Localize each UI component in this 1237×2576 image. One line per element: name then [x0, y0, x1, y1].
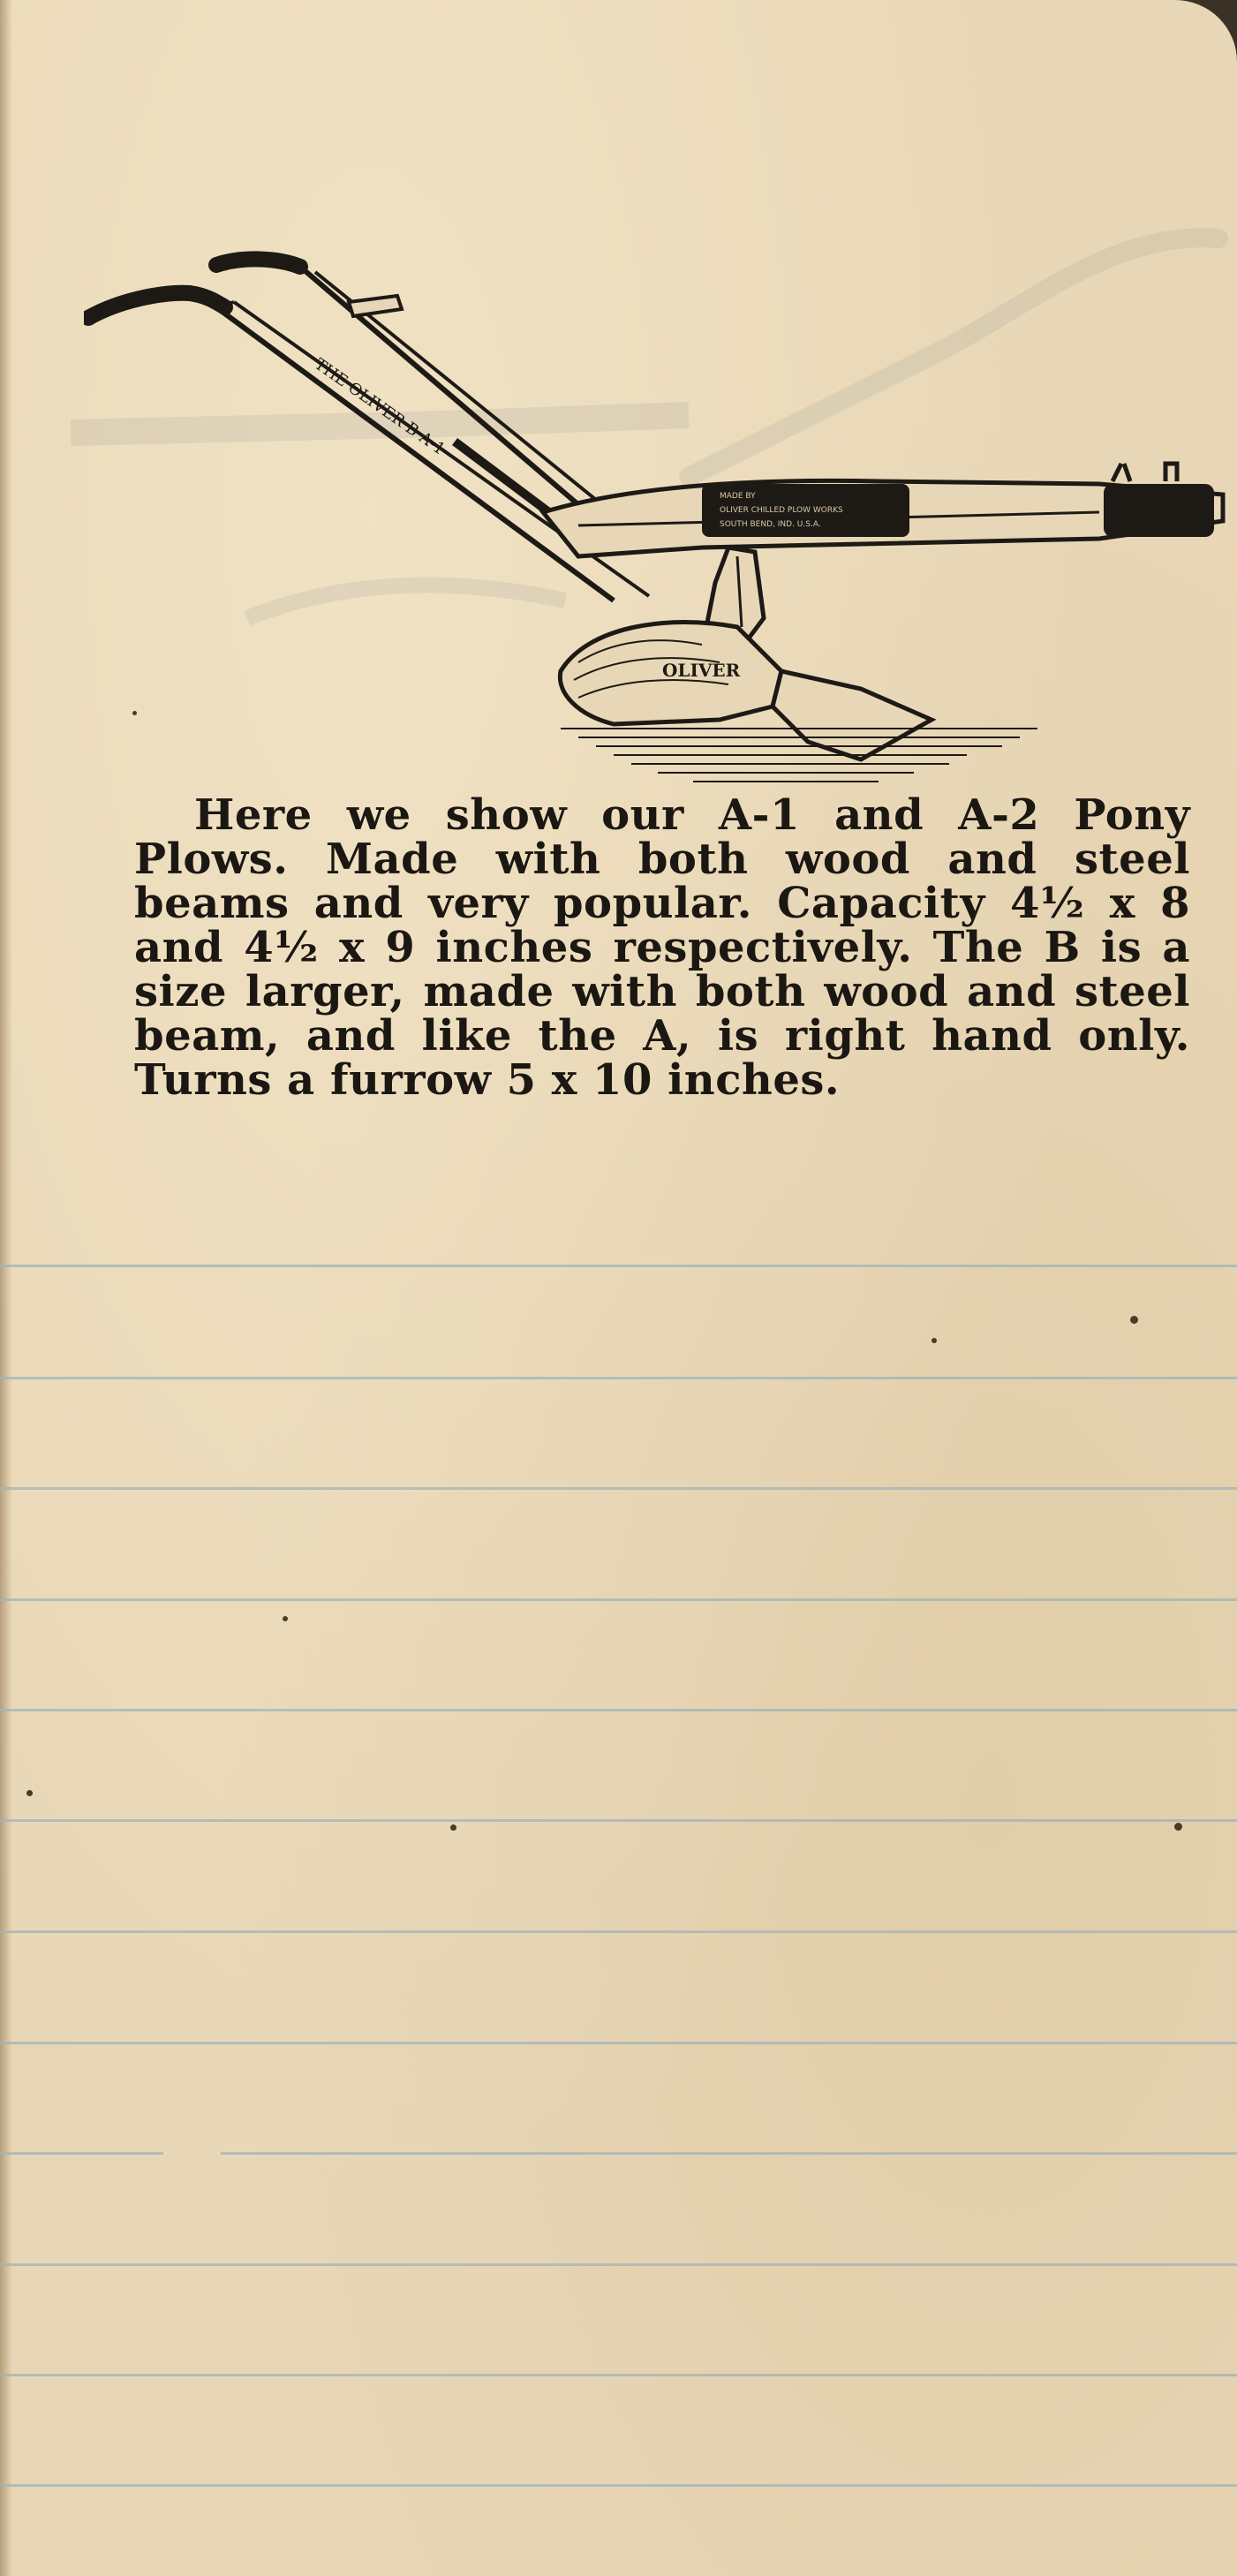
paper-speck [932, 1338, 937, 1343]
ruled-line [0, 1377, 1237, 1379]
ruled-line [0, 1265, 1237, 1267]
pony-plow-illustration [84, 247, 1227, 795]
paper-speck [1174, 1823, 1182, 1831]
ground-shading [561, 729, 1037, 782]
ruled-line [0, 2042, 1237, 2044]
ruled-line [221, 2152, 1237, 2155]
maker-plate-line-2: OLIVER CHILLED PLOW WORKS [720, 506, 843, 515]
page-binding-edge [0, 0, 12, 2576]
maker-plate-line-1: MADE BY [720, 492, 756, 501]
paper-speck [283, 1616, 288, 1621]
ruled-line [0, 1598, 1237, 1601]
ruled-line [0, 2484, 1237, 2487]
paper-speck [26, 1790, 33, 1796]
plow-description: Here we show our A-1 and A-2 Pony Plows. Made with both wood and steel beams and very popular. Capacity 4½ x 8 and 4½ x 9 inches respectively. The B is a size larger, made with both wood and steel beam, and like the A, is right hand only. Turns a furrow 5 x 10 inches. [134, 790, 1190, 1105]
paper-speck [132, 711, 137, 715]
ruled-line [0, 1709, 1237, 1711]
ruled-line [0, 1487, 1237, 1490]
ruled-line [0, 1930, 1237, 1933]
paper-speck [1130, 1316, 1138, 1324]
plow-beam [543, 464, 1223, 556]
ruled-line [0, 2152, 163, 2155]
ruled-line [0, 2374, 1237, 2376]
paper-speck [450, 1824, 456, 1831]
ruled-line [0, 2263, 1237, 2266]
beam-stamp-text: THE OLIVER B A-1 [311, 354, 449, 459]
clevis-hitch [1104, 484, 1214, 537]
maker-plate-line-3: SOUTH BEND, IND. U.S.A. [720, 520, 821, 529]
ruled-line [0, 1819, 1237, 1822]
moldboard-stamp-text: OLIVER [662, 660, 741, 681]
plow-handles [88, 259, 649, 601]
plow-moldboard [560, 622, 932, 759]
